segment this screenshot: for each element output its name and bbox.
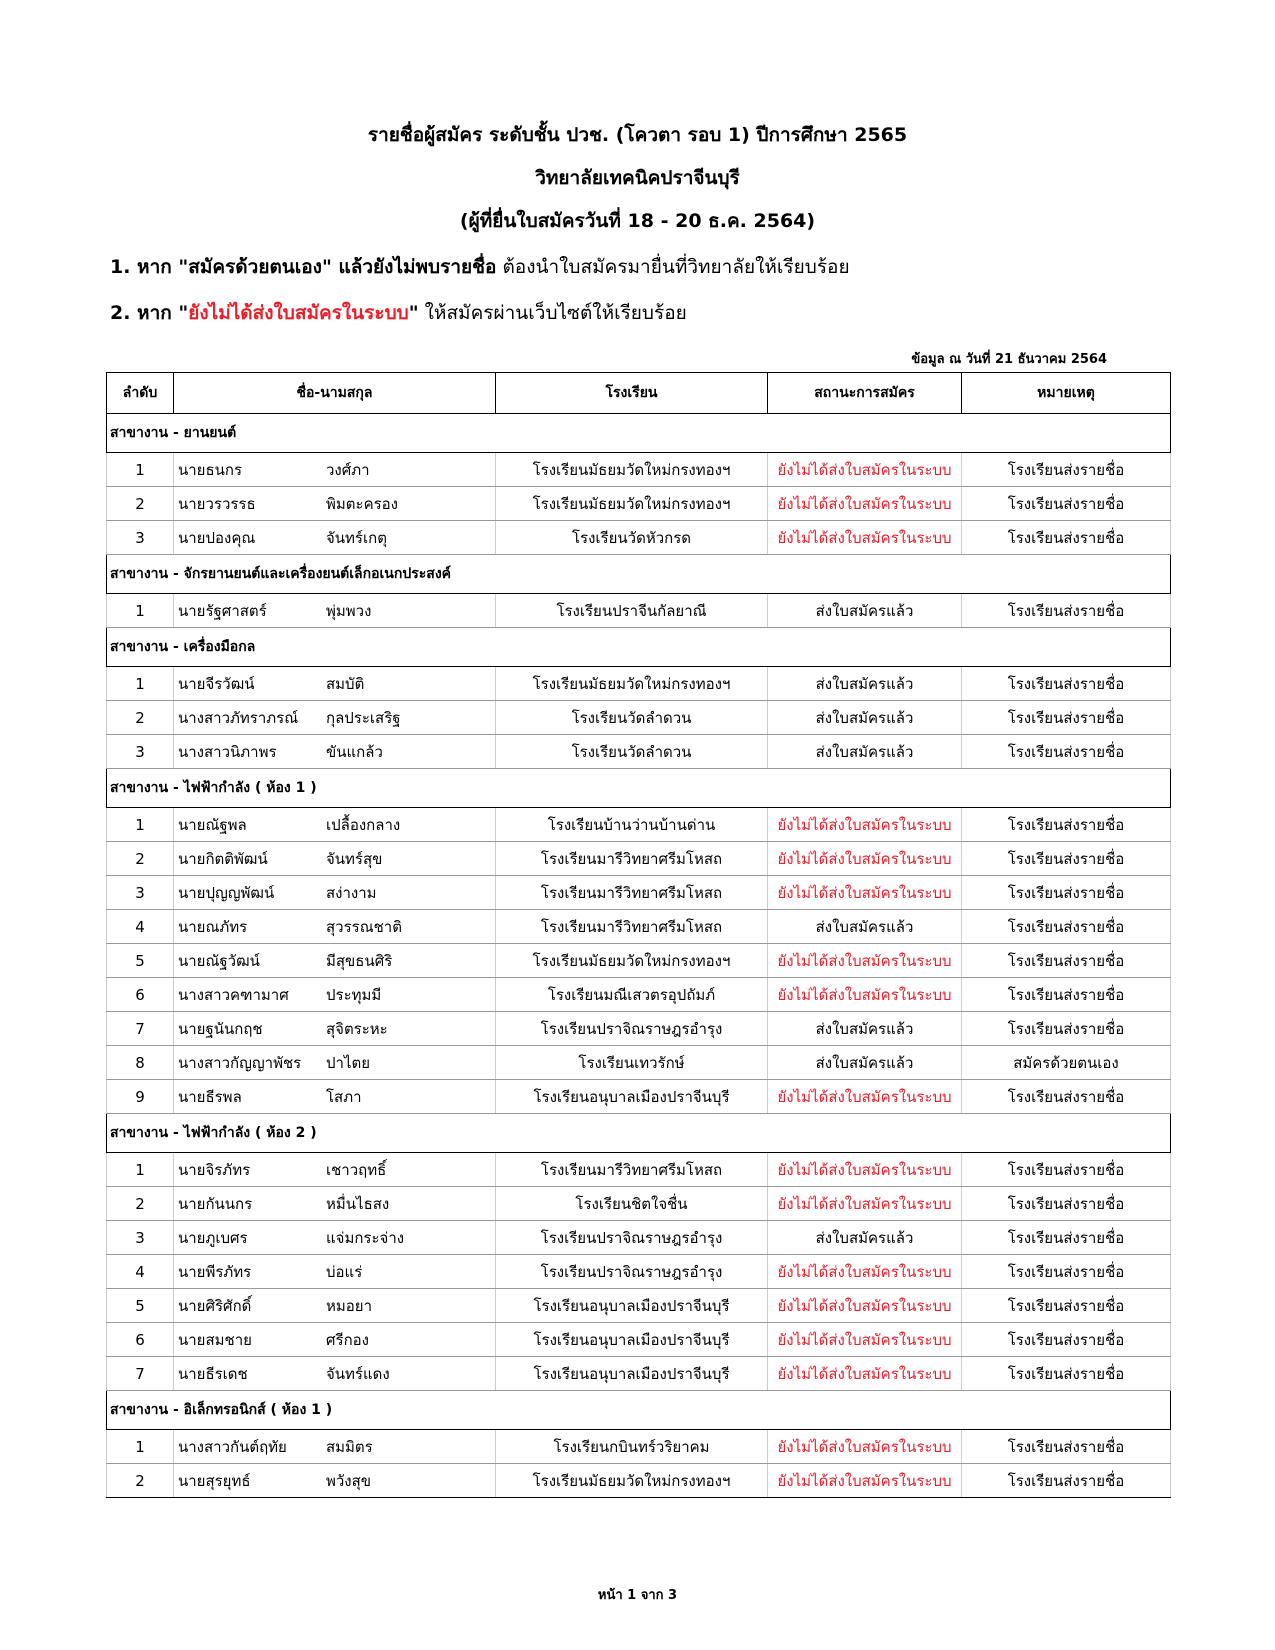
first-name: นายกันนกร [178,1194,253,1213]
last-name: โสภา [326,1087,362,1106]
cell-status: ยังไม่ได้ส่งใบสมัครในระบบ [768,1289,962,1323]
cell-remark: โรงเรียนส่งรายชื่อ [962,1430,1171,1464]
cell-name [174,876,496,910]
last-name: จันทร์สุข [326,849,383,868]
first-name: นายภูเบศร [178,1228,248,1247]
cell-name [174,487,496,521]
department-row [107,1114,1171,1153]
cell-no: 3 [107,521,174,555]
department-row [107,414,1171,453]
note-1 [110,252,850,282]
table-row [107,594,1171,628]
cell-school: โรงเรียนกบินทร์วริยาคม [496,1430,768,1464]
cell-status: ส่งใบสมัครแล้ว [768,1046,962,1080]
cell-no: 1 [107,1430,174,1464]
last-name: มีสุขธนศิริ [326,951,393,970]
cell-name [174,1323,496,1357]
cell-remark: โรงเรียนส่งรายชื่อ [962,842,1171,876]
table-row [107,487,1171,521]
cell-status: ยังไม่ได้ส่งใบสมัครในระบบ [768,842,962,876]
first-name: นายณัฐพล [178,815,247,834]
cell-name [174,1080,496,1114]
first-name: นายจีรวัฒน์ [178,674,255,693]
cell-school: โรงเรียนอนุบาลเมืองปราจีนบุรี [496,1289,768,1323]
cell-name [174,910,496,944]
table-row [107,1357,1171,1391]
cell-no: 6 [107,1323,174,1357]
cell-no: 7 [107,1357,174,1391]
cell-name [174,521,496,555]
department-title: สาขางาน - ไฟฟ้ากำลัง ( ห้อง 1 ) [107,769,1171,808]
last-name: สมมิตร [326,1437,373,1456]
cell-name [174,808,496,842]
table-row [107,1187,1171,1221]
cell-school: โรงเรียนมัธยมวัดใหม่กรงทองฯ [496,487,768,521]
cell-school: โรงเรียนวัดหัวกรด [496,521,768,555]
table-row [107,521,1171,555]
cell-name [174,594,496,628]
first-name: นายกิตติพัฒน์ [178,849,268,868]
data-as-of: ข้อมูล ณ วันที่ 21 ธันวาคม 2564 [911,352,1107,367]
first-name: นายธีรพล [178,1087,242,1106]
cell-name [174,1464,496,1498]
cell-remark: สมัครด้วยตนเอง [962,1046,1171,1080]
note-2-prefix: 2. หาก " [110,302,189,324]
first-name: นายสมชาย [178,1330,252,1349]
table-row [107,910,1171,944]
first-name: นายณภัทร [178,917,248,936]
cell-no: 2 [107,1187,174,1221]
cell-status: ส่งใบสมัครแล้ว [768,910,962,944]
cell-status: ส่งใบสมัครแล้ว [768,594,962,628]
department-title: สาขางาน - อิเล็กทรอนิกส์ ( ห้อง 1 ) [107,1391,1171,1430]
cell-status: ยังไม่ได้ส่งใบสมัครในระบบ [768,978,962,1012]
first-name: นางสาวกันต์ฤทัย [178,1437,287,1456]
cell-no: 3 [107,1221,174,1255]
col-header-remark: หมายเหตุ [962,373,1171,414]
note-1-bold: "สมัครด้วยตนเอง" แล้วยังไม่พบรายชื่อ [178,256,497,278]
table-row [107,453,1171,487]
last-name: สมบัติ [326,674,365,693]
cell-school: โรงเรียนปราจีนกัลยาณี [496,594,768,628]
table-row [107,1012,1171,1046]
cell-school: โรงเรียนมัธยมวัดใหม่กรงทองฯ [496,667,768,701]
cell-remark: โรงเรียนส่งรายชื่อ [962,1464,1171,1498]
cell-status: ยังไม่ได้ส่งใบสมัครในระบบ [768,1357,962,1391]
last-name: วงศ์ภา [326,460,370,479]
last-name: พิมตะครอง [326,494,398,513]
table-row [107,1289,1171,1323]
table-row [107,1430,1171,1464]
cell-status: ยังไม่ได้ส่งใบสมัครในระบบ [768,453,962,487]
college-name: วิทยาลัยเทคนิคปราจีนบุรี [535,167,740,189]
note-2-rest: ให้สมัครผ่านเว็บไซต์ให้เรียบร้อย [418,302,687,324]
table-body [107,414,1171,1498]
cell-remark: โรงเรียนส่งรายชื่อ [962,910,1171,944]
last-name: ประทุมมี [326,985,382,1004]
cell-status: ยังไม่ได้ส่งใบสมัครในระบบ [768,876,962,910]
cell-remark: โรงเรียนส่งรายชื่อ [962,1357,1171,1391]
last-name: สุจิตระหะ [326,1019,388,1038]
first-name: นายปองคุณ [178,528,256,547]
cell-name [174,944,496,978]
cell-status: ส่งใบสมัครแล้ว [768,1221,962,1255]
last-name: หมอยา [326,1296,372,1315]
applicant-table [106,372,1171,1498]
cell-no: 2 [107,487,174,521]
table-row [107,808,1171,842]
cell-name [174,1289,496,1323]
first-name: นายธีรเดช [178,1364,248,1383]
cell-no: 3 [107,735,174,769]
first-name: นางสาวนิภาพร [178,742,277,761]
cell-no: 3 [107,876,174,910]
cell-status: ยังไม่ได้ส่งใบสมัครในระบบ [768,1187,962,1221]
cell-remark: โรงเรียนส่งรายชื่อ [962,978,1171,1012]
cell-name [174,842,496,876]
cell-school: โรงเรียนมัธยมวัดใหม่กรงทองฯ [496,1464,768,1498]
cell-no: 4 [107,910,174,944]
cell-no: 9 [107,1080,174,1114]
cell-no: 2 [107,1464,174,1498]
cell-status: ยังไม่ได้ส่งใบสมัครในระบบ [768,1153,962,1187]
table-row [107,667,1171,701]
cell-name [174,735,496,769]
first-name: นางสาวกัญญาพัชร [178,1053,302,1072]
first-name: นายพีรภัทร [178,1262,252,1281]
first-name: นายปุญญพัฒน์ [178,883,275,902]
table-row [107,978,1171,1012]
cell-remark: โรงเรียนส่งรายชื่อ [962,594,1171,628]
col-header-name: ชื่อ-นามสกุล [174,373,496,414]
cell-school: โรงเรียนมัธยมวัดใหม่กรงทองฯ [496,944,768,978]
cell-name [174,701,496,735]
cell-remark: โรงเรียนส่งรายชื่อ [962,876,1171,910]
cell-name [174,1255,496,1289]
document-title: รายชื่อผู้สมัคร ระดับชั้น ปวช. (โควตา รอบ 1) ปีการศึกษา 2565 [367,124,908,146]
cell-name [174,453,496,487]
cell-school: โรงเรียนวัดลำดวน [496,735,768,769]
first-name: นายสุรยุทธ์ [178,1471,251,1490]
last-name: เชาวฤทธิ์ [326,1160,387,1179]
cell-name [174,667,496,701]
last-name: ขันแกล้ว [326,742,383,761]
cell-name [174,1046,496,1080]
cell-name [174,1187,496,1221]
cell-remark: โรงเรียนส่งรายชื่อ [962,487,1171,521]
cell-remark: โรงเรียนส่งรายชื่อ [962,1221,1171,1255]
department-title: สาขางาน - ไฟฟ้ากำลัง ( ห้อง 2 ) [107,1114,1171,1153]
cell-school: โรงเรียนปราจิณราษฎรอำรุง [496,1255,768,1289]
last-name: แจ่มกระจ่าง [326,1228,405,1247]
first-name: นายศิริศักดิ์ [178,1296,252,1315]
cell-school: โรงเรียนมารีวิทยาศรีมโหสถ [496,876,768,910]
cell-remark: โรงเรียนส่งรายชื่อ [962,667,1171,701]
table-row [107,1323,1171,1357]
cell-remark: โรงเรียนส่งรายชื่อ [962,521,1171,555]
first-name: นายวรวรรธ [178,494,256,513]
cell-no: 1 [107,1153,174,1187]
table-row [107,1080,1171,1114]
cell-school: โรงเรียนชิตใจชื่น [496,1187,768,1221]
table-row [107,1046,1171,1080]
first-name: นายรัฐศาสตร์ [178,601,267,620]
note-2-red: ยังไม่ได้ส่งใบสมัครในระบบ [188,302,409,324]
last-name: สุวรรณชาติ [326,917,402,936]
cell-remark: โรงเรียนส่งรายชื่อ [962,735,1171,769]
cell-no: 4 [107,1255,174,1289]
cell-remark: โรงเรียนส่งรายชื่อ [962,1323,1171,1357]
cell-status: ส่งใบสมัครแล้ว [768,701,962,735]
cell-no: 1 [107,453,174,487]
cell-school: โรงเรียนอนุบาลเมืองปราจีนบุรี [496,1080,768,1114]
note-1-rest: ต้องนำใบสมัครมายื่นที่วิทยาลัยให้เรียบร้อย [496,256,850,278]
last-name: หมื่นไธสง [326,1194,390,1213]
cell-no: 1 [107,667,174,701]
cell-status: ยังไม่ได้ส่งใบสมัครในระบบ [768,1255,962,1289]
cell-no: 2 [107,842,174,876]
cell-status: ยังไม่ได้ส่งใบสมัครในระบบ [768,1080,962,1114]
cell-remark: โรงเรียนส่งรายชื่อ [962,1255,1171,1289]
department-row [107,769,1171,808]
department-row [107,1391,1171,1430]
department-row [107,555,1171,594]
table-row [107,1464,1171,1498]
cell-no: 1 [107,808,174,842]
cell-school: โรงเรียนมณีเสวตรอุปถัมภ์ [496,978,768,1012]
last-name: ปาไตย [326,1053,371,1072]
cell-status: ยังไม่ได้ส่งใบสมัครในระบบ [768,521,962,555]
col-header-school: โรงเรียน [496,373,768,414]
date-range: (ผู้ที่ยื่นใบสมัครวันที่ 18 - 20 ธ.ค. 2564) [459,210,816,232]
table-row [107,701,1171,735]
last-name: เปลื้องกลาง [326,815,401,834]
cell-remark: โรงเรียนส่งรายชื่อ [962,1012,1171,1046]
last-name: พวังสุข [326,1471,372,1490]
cell-no: 5 [107,1289,174,1323]
department-row [107,628,1171,667]
cell-remark: โรงเรียนส่งรายชื่อ [962,1187,1171,1221]
last-name: จันทร์แดง [326,1364,390,1383]
cell-name [174,1012,496,1046]
cell-status: ยังไม่ได้ส่งใบสมัครในระบบ [768,1430,962,1464]
cell-name [174,1430,496,1464]
cell-remark: โรงเรียนส่งรายชื่อ [962,1080,1171,1114]
table-row [107,944,1171,978]
cell-school: โรงเรียนมารีวิทยาศรีมโหสถ [496,910,768,944]
department-title: สาขางาน - จักรยานยนต์และเครื่องยนต์เล็กอเนกประสงค์ [107,555,1171,594]
table-row [107,735,1171,769]
first-name: นายฐนันกฤช [178,1019,263,1038]
cell-name [174,978,496,1012]
cell-school: โรงเรียนมัธยมวัดใหม่กรงทองฯ [496,453,768,487]
cell-no: 8 [107,1046,174,1080]
note-1-prefix: 1. หาก [110,256,179,278]
first-name: นายธนกร [178,460,243,479]
cell-remark: โรงเรียนส่งรายชื่อ [962,1289,1171,1323]
last-name: บ่อแร่ [326,1262,363,1281]
cell-school: โรงเรียนเทวรักษ์ [496,1046,768,1080]
cell-status: ส่งใบสมัครแล้ว [768,667,962,701]
cell-no: 1 [107,594,174,628]
note-2-close: " [408,302,419,324]
cell-school: โรงเรียนอนุบาลเมืองปราจีนบุรี [496,1357,768,1391]
table-row [107,1153,1171,1187]
cell-status: ยังไม่ได้ส่งใบสมัครในระบบ [768,944,962,978]
cell-no: 2 [107,701,174,735]
cell-status: ยังไม่ได้ส่งใบสมัครในระบบ [768,487,962,521]
last-name: กุลประเสริฐ [326,708,401,727]
col-header-status: สถานะการสมัคร [768,373,962,414]
cell-remark: โรงเรียนส่งรายชื่อ [962,453,1171,487]
col-header-no: ลำดับ [107,373,174,414]
cell-remark: โรงเรียนส่งรายชื่อ [962,808,1171,842]
last-name: จันทร์เกตุ [326,528,387,547]
table-header-row [107,373,1171,414]
cell-school: โรงเรียนปราจิณราษฎรอำรุง [496,1012,768,1046]
cell-no: 6 [107,978,174,1012]
last-name: ศรีกอง [326,1330,369,1349]
cell-status: ยังไม่ได้ส่งใบสมัครในระบบ [768,1323,962,1357]
cell-school: โรงเรียนมารีวิทยาศรีมโหสถ [496,842,768,876]
cell-remark: โรงเรียนส่งรายชื่อ [962,701,1171,735]
cell-no: 7 [107,1012,174,1046]
cell-remark: โรงเรียนส่งรายชื่อ [962,944,1171,978]
first-name: นางสาวคฑามาศ [178,985,289,1004]
cell-name [174,1153,496,1187]
cell-school: โรงเรียนมารีวิทยาศรีมโหสถ [496,1153,768,1187]
cell-school: โรงเรียนบ้านว่านบ้านด่าน [496,808,768,842]
table-row [107,1221,1171,1255]
cell-status: ส่งใบสมัครแล้ว [768,735,962,769]
department-title: สาขางาน - ยานยนต์ [107,414,1171,453]
last-name: สง่างาม [326,883,377,902]
first-name: นายณัฐวัฒน์ [178,951,260,970]
cell-status: ยังไม่ได้ส่งใบสมัครในระบบ [768,1464,962,1498]
table-row [107,842,1171,876]
note-2 [110,298,687,328]
first-name: นางสาวภัทราภรณ์ [178,708,299,727]
cell-status: ยังไม่ได้ส่งใบสมัครในระบบ [768,808,962,842]
cell-school: โรงเรียนปราจิณราษฎรอำรุง [496,1221,768,1255]
cell-no: 5 [107,944,174,978]
cell-school: โรงเรียนวัดลำดวน [496,701,768,735]
last-name: พุ่มพวง [326,601,372,620]
cell-name [174,1221,496,1255]
cell-status: ส่งใบสมัครแล้ว [768,1012,962,1046]
table-row [107,1255,1171,1289]
cell-name [174,1357,496,1391]
first-name: นายจิรภัทร [178,1160,251,1179]
table-row [107,876,1171,910]
cell-school: โรงเรียนอนุบาลเมืองปราจีนบุรี [496,1323,768,1357]
page-number: หน้า 1 จาก 3 [597,1588,678,1603]
cell-remark: โรงเรียนส่งรายชื่อ [962,1153,1171,1187]
department-title: สาขางาน - เครื่องมือกล [107,628,1171,667]
